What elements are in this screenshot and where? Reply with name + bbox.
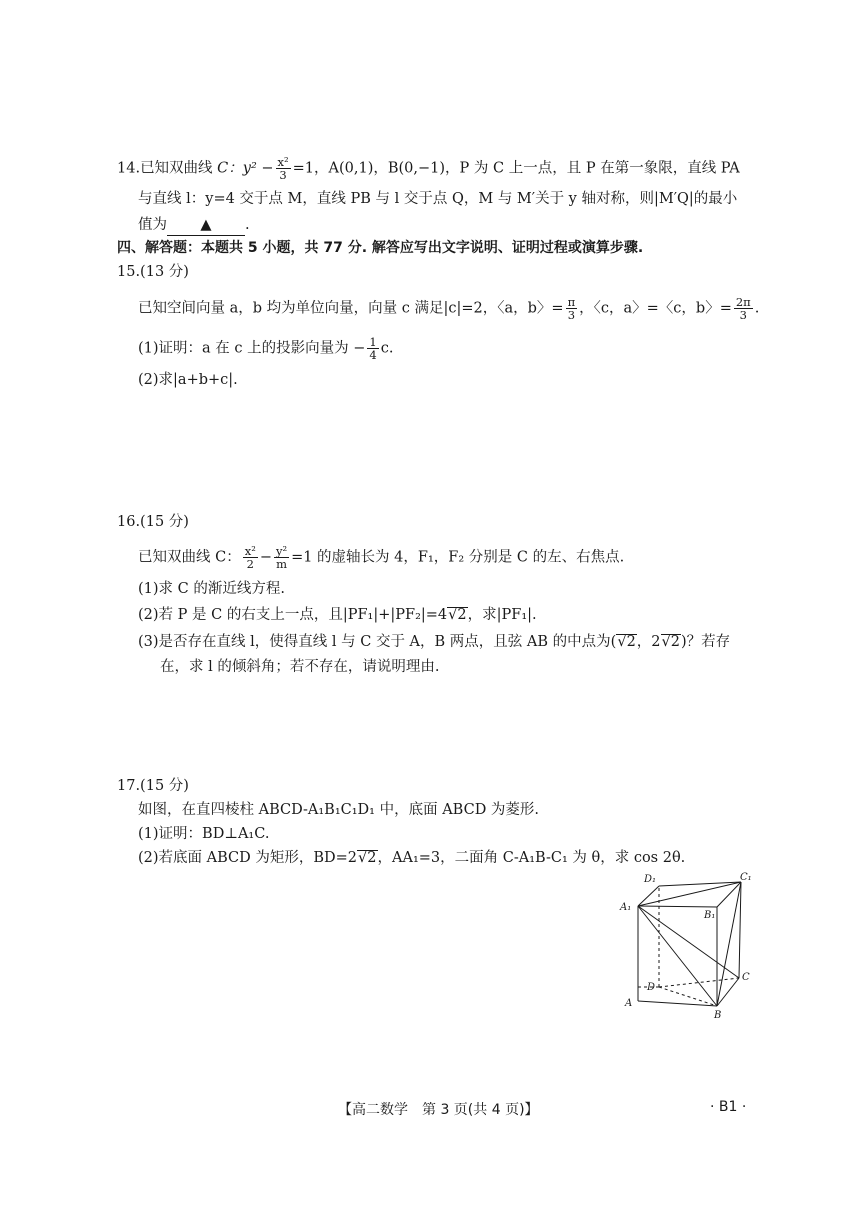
q15-stem: 已知空间向量 a，b 均为单位向量，向量 c 满足|c|=2，〈a，b〉= $\frac{\pi}{3}$ ，〈c，a〉=〈c，b〉= $\frac{2\pi}{3}$ .: [138, 295, 760, 322]
edge-D1-C1: [659, 882, 741, 886]
edge-A1-B1: [638, 906, 717, 907]
q15-heading: 15.(13 分): [117, 264, 189, 280]
section-heading: 四、解答题：本题共 5 小题，共 77 分. 解答应写出文字说明、证明过程或演算步骤.: [117, 240, 644, 256]
diag-C1-B: [717, 882, 741, 1006]
q14-curve-lhs: C：y² −: [217, 160, 274, 177]
q17-heading: 17.(15 分): [117, 778, 189, 794]
q16-part2: (2)若 P 是 C 的右支上一点，且|PF₁|+|PF₂|=4√2，求|PF₁|.: [138, 607, 537, 623]
q16-fraction-x: $\frac{\text{x²}}{2}$: [244, 544, 256, 571]
answer-blank: [167, 215, 245, 236]
sqrt-2: √2: [448, 607, 467, 623]
q17-stem: 如图，在直四棱柱 ABCD-A₁B₁C₁D₁ 中，底面 ABCD 为菱形.: [138, 802, 540, 818]
q17-part2: (2)若底面 ABCD 为矩形，BD=2√2，AA₁=3，二面角 C-A₁B-C₁ 为 θ，求 cos 2θ.: [138, 850, 686, 866]
edge-A1-D1: [638, 886, 659, 906]
diag-A1-C1: [638, 882, 741, 906]
label-A1: A₁: [620, 902, 632, 913]
q16-part3: (3)是否存在直线 l，使得直线 l 与 C 交于 A，B 两点，且弦 AB 的中点为(√2，2√2)？若存: [138, 634, 731, 650]
q17-part1: (1)证明：BD⊥A₁C.: [138, 826, 270, 842]
q16-part3-cont: 在，求 l 的倾斜角；若不存在，请说明理由.: [160, 659, 440, 675]
edge-B-C: [717, 978, 739, 1006]
q14-fraction: $\frac{\text{x²}}{3}$: [277, 155, 289, 182]
q16-stem: 已知双曲线 C： $\frac{\text{x²}}{2}$ − $\frac{\text{y²}}{m}$ =1 的虚轴长为 4，F₁，F₂ 分别是 C 的左、右焦点.: [138, 544, 625, 571]
q14-number: 14.: [117, 160, 141, 177]
q16-heading: 16.(15 分): [117, 514, 189, 530]
label-C: C: [742, 972, 750, 983]
q15-fraction-quarter: $\frac{1}{4}$: [369, 335, 377, 362]
q16-fraction-y: $\frac{\text{y²}}{m}$: [275, 544, 288, 571]
page-footer: 【高二数学 第 3 页(共 4 页)】: [338, 1102, 539, 1118]
label-B1: B₁: [704, 910, 716, 921]
q15-fraction-pi3: $\frac{\pi}{3}$: [567, 295, 576, 322]
label-D: D: [647, 982, 656, 993]
q15-part1: (1)证明：a 在 c 上的投影向量为 − $\frac{1}{4}$ c.: [138, 335, 394, 362]
q14-line3: 值为 ▲ .: [138, 215, 250, 236]
q15-part2: (2)求|a+b+c|.: [138, 372, 238, 388]
diag-A1-C: [638, 906, 739, 978]
edge-B1-C1: [717, 882, 741, 907]
edge-C1-C: [739, 882, 741, 978]
page-code: · B1 ·: [710, 1099, 747, 1115]
q16-part1: (1)求 C 的渐近线方程.: [138, 581, 285, 597]
q15-fraction-2pi3: $\frac{2\pi}{3}$: [735, 295, 751, 322]
prism-figure: [614, 868, 764, 1028]
triangle-marker-icon: ▲: [200, 217, 212, 233]
label-A: A: [625, 998, 633, 1009]
q14-line2: 与直线 l：y=4 交于点 M，直线 PB 与 l 交于点 Q，M 与 M′关于 y 轴对称，则|M′Q|的最小: [138, 191, 738, 207]
label-D1: D₁: [644, 874, 657, 885]
label-B: B: [714, 1010, 722, 1021]
label-C1: C₁: [740, 872, 752, 883]
q14-line1: 14.已知双曲线 C：y² − $\frac{\text{x²}}{3}$ =1，A(0,1)，B(0,−1)，P 为 C 上一点，且 P 在第一象限，直线 PA: [117, 155, 740, 182]
